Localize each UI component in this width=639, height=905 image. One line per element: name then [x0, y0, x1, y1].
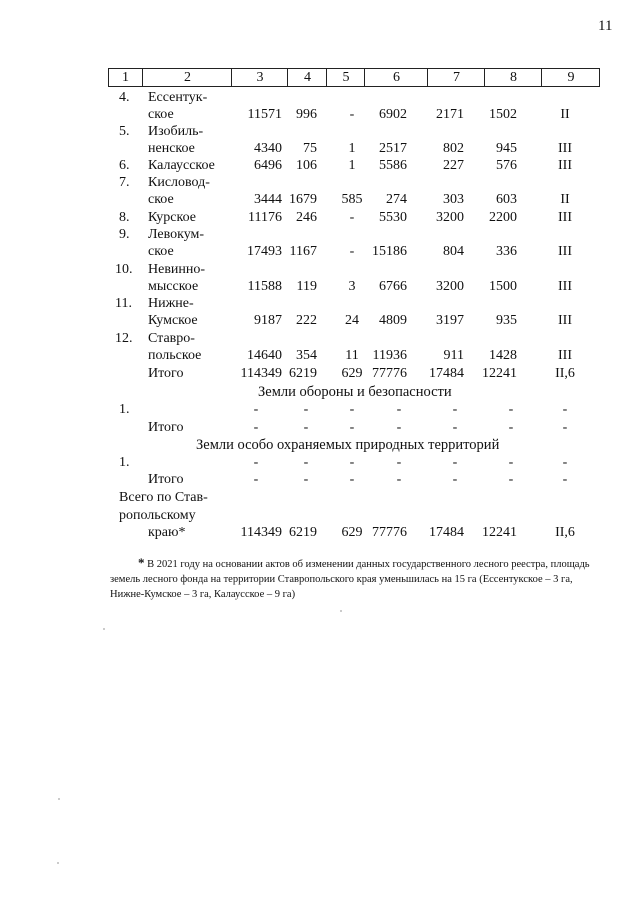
- total-label-line3: краю*: [148, 525, 186, 540]
- cell-col6: 4809: [379, 313, 407, 328]
- cell-col8: 1502: [489, 107, 517, 122]
- row-name-cont: Кумское: [148, 313, 198, 328]
- page-number: 11: [598, 18, 613, 34]
- cell-col3: -: [253, 402, 259, 417]
- row-name: Ессентук-: [148, 90, 208, 105]
- row-name-cont: ское: [148, 244, 174, 259]
- footnote-marker: *: [138, 555, 145, 570]
- section-title-defense: Земли обороны и безопасности: [258, 384, 452, 400]
- cell-col6: 6902: [379, 107, 407, 122]
- cell-col9: -: [562, 402, 568, 417]
- cell-col4: 246: [296, 210, 317, 225]
- cell-col4: 119: [296, 279, 317, 294]
- cell-col7: 3197: [436, 313, 464, 328]
- cell-col7: 2171: [436, 107, 464, 122]
- row-number: 9.: [119, 227, 130, 242]
- cell-col5: -: [349, 472, 355, 487]
- section-title-protected: Земли особо охраняемых природных территорий: [196, 437, 500, 453]
- cell-col9: III: [558, 279, 572, 294]
- cell-col8: 576: [496, 158, 517, 173]
- header-cell-3: 3: [231, 69, 288, 86]
- cell-col5: 1: [348, 158, 356, 173]
- cell-col4: 996: [296, 107, 317, 122]
- row-number: 11.: [115, 296, 132, 311]
- cell-col7: 3200: [436, 279, 464, 294]
- cell-col8: 1500: [489, 279, 517, 294]
- cell-col3: 114349: [240, 525, 282, 540]
- cell-col9: II: [560, 107, 570, 122]
- scan-speck: [58, 798, 60, 800]
- row-name: Итого: [148, 366, 184, 381]
- cell-col5: -: [349, 402, 355, 417]
- cell-col5: -: [349, 244, 355, 259]
- row-name-cont: польское: [148, 348, 202, 363]
- cell-col6: 274: [386, 192, 407, 207]
- row-number: 7.: [119, 175, 130, 190]
- cell-col4: 6219: [289, 525, 317, 540]
- cell-col9: III: [558, 348, 572, 363]
- cell-col5: -: [349, 420, 355, 435]
- row-number: 4.: [119, 90, 130, 105]
- cell-col4: 6219: [289, 366, 317, 381]
- row-number: 1.: [119, 402, 130, 417]
- cell-col4: 1679: [289, 192, 317, 207]
- cell-col8: -: [508, 420, 514, 435]
- header-cell-9: 9: [541, 69, 600, 86]
- row-number: 10.: [115, 262, 133, 277]
- header-cell-4: 4: [287, 69, 327, 86]
- row-name: Калаусское: [148, 158, 215, 173]
- cell-col6: 77776: [372, 366, 407, 381]
- cell-col8: 1428: [489, 348, 517, 363]
- cell-col4: 75: [303, 141, 317, 156]
- cell-col4: -: [303, 402, 309, 417]
- cell-col9: III: [558, 313, 572, 328]
- scan-speck: [103, 628, 105, 630]
- cell-col6: 77776: [372, 525, 407, 540]
- header-cell-2: 2: [142, 69, 232, 86]
- cell-col5: -: [349, 210, 355, 225]
- cell-col7: 17484: [429, 525, 464, 540]
- cell-col3: -: [253, 472, 259, 487]
- row-name: Кисловод-: [148, 175, 210, 190]
- cell-col5: 1: [348, 141, 356, 156]
- cell-col9: III: [558, 158, 572, 173]
- header-cell-8: 8: [484, 69, 542, 86]
- cell-col4: 222: [296, 313, 317, 328]
- row-name: Итого: [148, 472, 184, 487]
- row-number: 5.: [119, 124, 130, 139]
- cell-col3: 11176: [248, 210, 282, 225]
- cell-col6: -: [396, 472, 402, 487]
- cell-col4: -: [303, 455, 309, 470]
- cell-col5: 585: [341, 192, 363, 207]
- row-name: Курское: [148, 210, 196, 225]
- cell-col9: II,6: [555, 366, 575, 381]
- cell-col5: 11: [345, 348, 359, 363]
- row-name: Изобиль-: [148, 124, 204, 139]
- row-name-cont: мысское: [148, 279, 199, 294]
- cell-col7: 17484: [429, 366, 464, 381]
- row-name-cont: ское: [148, 192, 174, 207]
- cell-col6: -: [396, 402, 402, 417]
- cell-col3: 3444: [254, 192, 282, 207]
- cell-col4: 1167: [289, 244, 317, 259]
- cell-col6: 5530: [379, 210, 407, 225]
- footnote-text: В 2021 году на основании актов об изменении данных государственного лесного реестра, площадь земель лесного фонда на территории Ставропольского края уменьшилась на 15 га (Ессентукское – 3 га, Нижне-Кумское – 3 га, Калаусское – 9 га): [110, 559, 590, 600]
- cell-col9: III: [558, 244, 572, 259]
- cell-col8: 336: [496, 244, 517, 259]
- cell-col9: II: [560, 192, 570, 207]
- cell-col9: -: [562, 420, 568, 435]
- cell-col8: -: [508, 472, 514, 487]
- cell-col9: III: [558, 141, 572, 156]
- footnote: [110, 555, 590, 602]
- cell-col3: 11571: [247, 107, 282, 122]
- cell-col5: -: [349, 107, 355, 122]
- cell-col8: -: [508, 402, 514, 417]
- row-number: 8.: [119, 210, 130, 225]
- cell-col8: -: [508, 455, 514, 470]
- cell-col3: 9187: [254, 313, 282, 328]
- row-name: Итого: [148, 420, 184, 435]
- cell-col8: 2200: [489, 210, 517, 225]
- cell-col3: 11588: [247, 279, 282, 294]
- cell-col5: 629: [341, 366, 363, 381]
- row-name: Нижне-: [148, 296, 194, 311]
- cell-col4: 106: [296, 158, 317, 173]
- cell-col6: -: [396, 455, 402, 470]
- cell-col7: 3200: [436, 210, 464, 225]
- scan-speck: [57, 862, 59, 864]
- header-cell-1: 1: [122, 70, 129, 85]
- cell-col4: -: [303, 420, 309, 435]
- cell-col7: 804: [443, 244, 464, 259]
- row-name-cont: ское: [148, 107, 174, 122]
- row-number: 12.: [115, 331, 133, 346]
- cell-col7: -: [452, 402, 458, 417]
- cell-col6: 15186: [372, 244, 407, 259]
- cell-col3: 14640: [247, 348, 282, 363]
- cell-col8: 12241: [482, 525, 517, 540]
- cell-col6: -: [396, 420, 402, 435]
- scan-speck: [340, 610, 342, 612]
- cell-col8: 603: [496, 192, 517, 207]
- cell-col4: 354: [296, 348, 317, 363]
- cell-col6: 11936: [372, 348, 407, 363]
- row-name: Левокум-: [148, 227, 205, 242]
- cell-col7: -: [452, 420, 458, 435]
- cell-col8: 935: [496, 313, 517, 328]
- row-name: Невинно-: [148, 262, 206, 277]
- row-name-cont: ненское: [148, 141, 195, 156]
- row-number: 1.: [119, 455, 130, 470]
- cell-col3: 17493: [247, 244, 282, 259]
- cell-col7: 303: [443, 192, 464, 207]
- header-cell-7: 7: [427, 69, 485, 86]
- cell-col7: 911: [443, 348, 464, 363]
- cell-col5: 629: [341, 525, 363, 540]
- cell-col7: -: [452, 455, 458, 470]
- cell-col3: 4340: [254, 141, 282, 156]
- total-label-line2: ропольскому: [119, 508, 196, 523]
- cell-col9: II,6: [555, 525, 575, 540]
- cell-col5: 24: [345, 313, 359, 328]
- cell-col8: 945: [496, 141, 517, 156]
- cell-col6: 6766: [379, 279, 407, 294]
- cell-col9: -: [562, 455, 568, 470]
- header-cell-6: 6: [364, 69, 428, 86]
- cell-col7: 227: [443, 158, 464, 173]
- cell-col7: -: [452, 472, 458, 487]
- cell-col8: 12241: [482, 366, 517, 381]
- cell-col4: -: [303, 472, 309, 487]
- header-cell-5: 5: [326, 69, 365, 86]
- cell-col3: 114349: [240, 366, 282, 381]
- cell-col5: 3: [348, 279, 356, 294]
- cell-col6: 5586: [379, 158, 407, 173]
- cell-col3: -: [253, 420, 259, 435]
- row-name: Ставро-: [148, 331, 195, 346]
- total-label-line1: Всего по Став-: [119, 490, 208, 505]
- cell-col6: 2517: [379, 141, 407, 156]
- cell-col9: -: [562, 472, 568, 487]
- cell-col3: -: [253, 455, 259, 470]
- cell-col9: III: [558, 210, 572, 225]
- table-header: [108, 68, 600, 87]
- cell-col7: 802: [443, 141, 464, 156]
- row-number: 6.: [119, 158, 130, 173]
- cell-col3: 6496: [254, 158, 282, 173]
- cell-col5: -: [349, 455, 355, 470]
